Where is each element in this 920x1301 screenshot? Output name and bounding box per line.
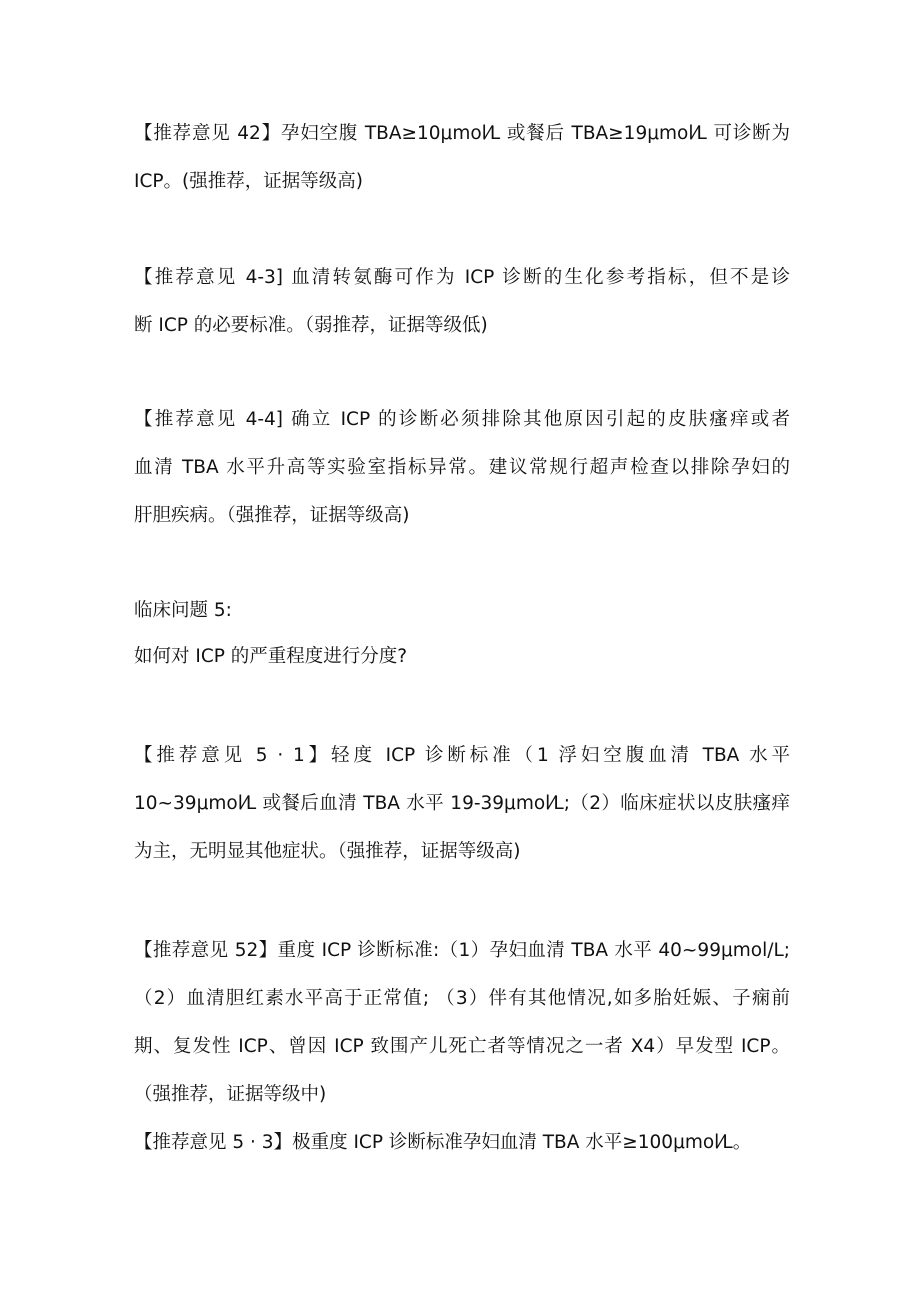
recommendation-4-3 (134, 254, 790, 350)
clinical-question-5 (134, 588, 790, 680)
recommendation-5-3: 【推荐意见 5 · 3】极重度 ICP 诊断标准孕妇血清 TBA 水平≥100μmol⁄L。 (134, 1132, 752, 1153)
text-line: 【推荐意见 4-3] 血清转氨酶可作为 ICP 诊断的生化参考指标，但不是诊 (134, 267, 790, 288)
text-line: 断 ICP 的必要标准。（弱推荐，证据等级低) (134, 315, 488, 336)
text-line: 10~39μmol⁄L 或餐后血清 TBA 水平 19-39μmol⁄L;（2）临床症状以皮肤瘙痒 (134, 793, 790, 814)
text-line: 为主，无明显其他症状。（强推荐，证据等级高) (134, 841, 521, 862)
question-text: 如何对 ICP 的严重程度进行分度? (134, 646, 408, 667)
recommendation-5-2 (134, 927, 790, 1167)
text-line: 血清 TBA 水平升高等实验室指标异常。建议常规行超声检查以排除孕妇的 (134, 457, 790, 478)
text-line: （强推荐，证据等级中) (134, 1084, 327, 1105)
recommendation-5-1 (134, 732, 790, 876)
text-line: 【推荐意见 5 · 1】轻度 ICP 诊断标准（1 浮妇空腹血清 TBA 水平 (134, 745, 790, 766)
question-heading: 临床问题 5: (134, 600, 232, 621)
text-line: 期、复发性 ICP、曾因 ICP 致围产儿死亡者等情况之一者 X4）早发型 ICP。 (134, 1036, 790, 1057)
text-line: 【推荐意见 42】孕妇空腹 TBA≥10μmol⁄L 或餐后 TBA≥19μmol⁄L 可诊断为 (134, 123, 790, 144)
text-line: （2）血清胆红素水平高于正常值; （3）伴有其他情况,如多胎妊娠、子痫前 (134, 988, 790, 1009)
text-line: 【推荐意见 4-4] 确立 ICP 的诊断必须排除其他原因引起的皮肤瘙痒或者 (134, 409, 790, 430)
text-line: 【推荐意见 52】重度 ICP 诊断标准:（1）孕妇血清 TBA 水平 40~99μmol/L; (134, 940, 790, 961)
text-line: 肝胆疾病。（强推荐，证据等级高) (134, 505, 410, 526)
recommendation-4-4 (134, 396, 790, 540)
recommendation-4-2 (134, 110, 790, 206)
text-line: ICP。(强推荐，证据等级高) (134, 171, 363, 192)
